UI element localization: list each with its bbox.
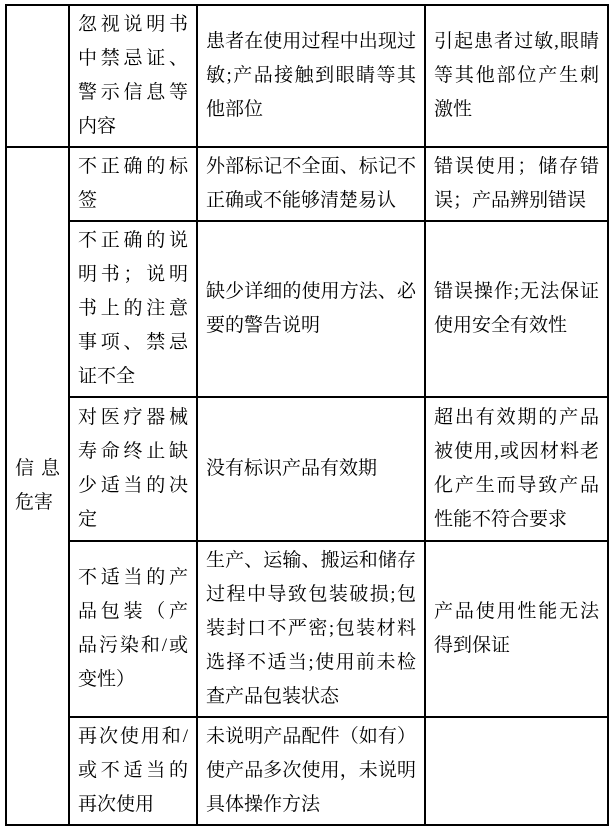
situation-cell: 生产、运输、搬运和储存过程中导致包装破损;包装封口不严密;包装材料选择不适当;使用前未检查产品包装状态 bbox=[197, 541, 425, 717]
situation-cell: 缺少详细的使用方法、必要的警告说明 bbox=[197, 221, 425, 397]
table-row bbox=[6, 717, 608, 825]
consequence-cell: 错误使用；储存错误；产品辨别错误 bbox=[425, 147, 608, 221]
consequence-cell: 错误操作;无法保证使用安全有效性 bbox=[425, 221, 608, 397]
cause-cell: 再次使用和/或不适当的再次使用 bbox=[69, 717, 197, 825]
cause-cell: 不正确的说明书；说明书上的注意事项、禁忌证不全 bbox=[69, 221, 197, 397]
cause-cell: 不适当的产品包装（产品污染和/或变性） bbox=[69, 541, 197, 717]
situation-cell: 患者在使用过程中出现过敏;产品接触到眼睛等其他部位 bbox=[197, 5, 425, 147]
category-cell: 信息危害 bbox=[6, 147, 69, 825]
consequence-cell: 超出有效期的产品被使用,或因材料老化产生而导致产品性能不符合要求 bbox=[425, 397, 608, 541]
cause-cell: 对医疗器械寿命终止缺少适当的决定 bbox=[69, 397, 197, 541]
cause-cell: 忽视说明书中禁忌证、警示信息等内容 bbox=[69, 5, 197, 147]
empty-category-cell bbox=[6, 5, 69, 147]
situation-cell: 外部标记不全面、标记不正确或不能够清楚易认 bbox=[197, 147, 425, 221]
situation-cell: 未说明产品配件（如有）使产品多次使用，未说明具体操作方法 bbox=[197, 717, 425, 825]
table-row bbox=[6, 397, 608, 541]
consequence-cell: 引起患者过敏,眼睛等其他部位产生刺激性 bbox=[425, 5, 608, 147]
consequence-cell: 产品使用性能无法得到保证 bbox=[425, 541, 608, 717]
table-row bbox=[6, 541, 608, 717]
table-row bbox=[6, 221, 608, 397]
consequence-cell bbox=[425, 717, 608, 825]
risk-analysis-table bbox=[5, 4, 609, 826]
table-row bbox=[6, 147, 608, 221]
table-row bbox=[6, 5, 608, 147]
situation-cell: 没有标识产品有效期 bbox=[197, 397, 425, 541]
cause-cell: 不正确的标签 bbox=[69, 147, 197, 221]
